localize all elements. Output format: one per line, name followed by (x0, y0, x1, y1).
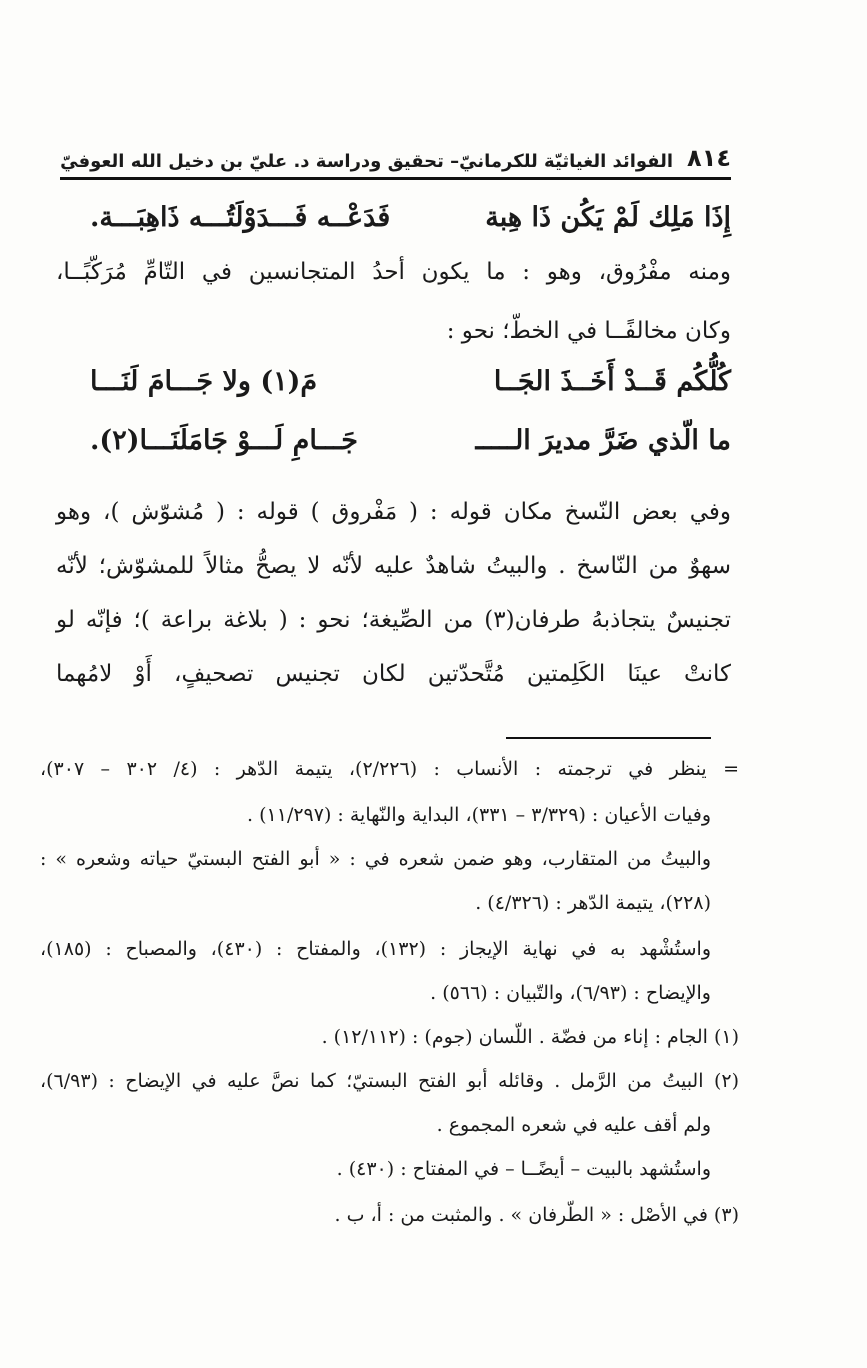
paragraph-line: وفي بعض النّسخ مكان قوله : ( مَفْروق ) قوله : ( مُشوّش )، وهو (56, 499, 731, 525)
paragraph-line: كانتْ عينَا الكَلِمتين مُتَّحدّتين لكان تجنيس تصحيفٍ، أَوْ لامُهما (56, 661, 731, 687)
footnote-3: (٣) في الأصْل : « الطّرفان » . والمثبت من : أ، ب . (334, 1204, 739, 1226)
verse-1-second-hemistich: فَدَعْــه فَـــدَوْلَتُـــه ذَاهِبَـــة. (90, 201, 391, 233)
page-number: ٨١٤ (687, 144, 731, 172)
paragraph-line: تجنيسٌ يتجاذبهُ طرفان(٣) من الصِّيغة؛ نحو : ( بلاغة براعة )؛ فإنّه لو (56, 607, 732, 633)
verse-2 (90, 356, 731, 406)
footnote-line: وفيات الأعيان : (٣/٣٢٩ – ٣٣١)، البداية والنّهاية : (١١/٢٩٧) . (247, 804, 711, 826)
running-header (60, 146, 731, 180)
verse-2-first-hemistich: كُلُّكُم قَــدْ أَخَــذَ الجَــا (493, 365, 731, 397)
running-title: الفوائد الغياثيّة للكرمانيّ– تحقيق ودراسة د. عليّ بن دخيل الله العوفيّ (60, 151, 674, 172)
footnote-line: والإيضاح : (٦/٩٣)، والتّبيان : (٥٦٦) . (430, 982, 711, 1004)
verse-1-first-hemistich: إِذَا مَلِك لَمْ يَكُن ذَا هِبة (485, 201, 731, 233)
footnote-1: (١) الجام : إناء من فضّة . اللّسان (جوم) : (١٢/١١٢) . (321, 1026, 739, 1048)
paragraph-line: سهوٌ من النّاسخ . والبيتُ شاهدٌ عليه لأنّه لا يصحُّ مثالاً للمشوّش؛ لأنّه (56, 553, 731, 579)
footnote-2: (٢) البيتُ من الرَّمل . وقائله أبو الفتح البستيّ؛ كما نصَّ عليه في الإيضاح : (٦/٩٣)، (40, 1070, 739, 1092)
footnote-line: (٢٢٨)، يتيمة الدّهر : (٤/٣٢٦) . (475, 892, 711, 914)
footnote-line: واستُشهد بالبيت – أيضًــا – في المفتاح : (٤٣٠) . (336, 1158, 711, 1180)
footnote-line: والبيتُ من المتقارب، وهو ضمن شعره في : « أبو الفتح البستيّ حياته وشعره » : (40, 848, 711, 870)
footnote-line: ولم أقف عليه في شعره المجموع . (436, 1114, 711, 1136)
footnote-separator (506, 737, 711, 739)
verse-1 (90, 192, 731, 242)
verse-3-second-hemistich: جَـــامِ لَـــوْ جَامَلَنَـــا(٢). (90, 424, 358, 456)
footnote-line: = ينظر في ترجمته : الأنساب : (٢/٢٢٦)، يتيمة الدّهر : (٤/ ٣٠٢ – ٣٠٧)، (40, 758, 739, 780)
paragraph-line: وكان مخالفًــا في الخطّ؛ نحو : (446, 318, 731, 344)
paragraph-line: ومنه مفْرُوق، وهو : ما يكون أحدُ المتجانسين في التّامِّ مُرَكّبًــا، (56, 259, 731, 285)
verse-3-first-hemistich: ما الّذي ضَرَّ مديرَ الـــــ (475, 424, 731, 456)
footnote-line: واستُشْهد به في نهاية الإيجاز : (١٣٢)، والمفتاح : (٤٣٠)، والمصباح : (١٨٥)، (40, 938, 712, 960)
verse-2-second-hemistich: مَ(١) ولا جَـــامَ لَنَـــا (90, 365, 318, 397)
verse-3 (90, 415, 731, 465)
